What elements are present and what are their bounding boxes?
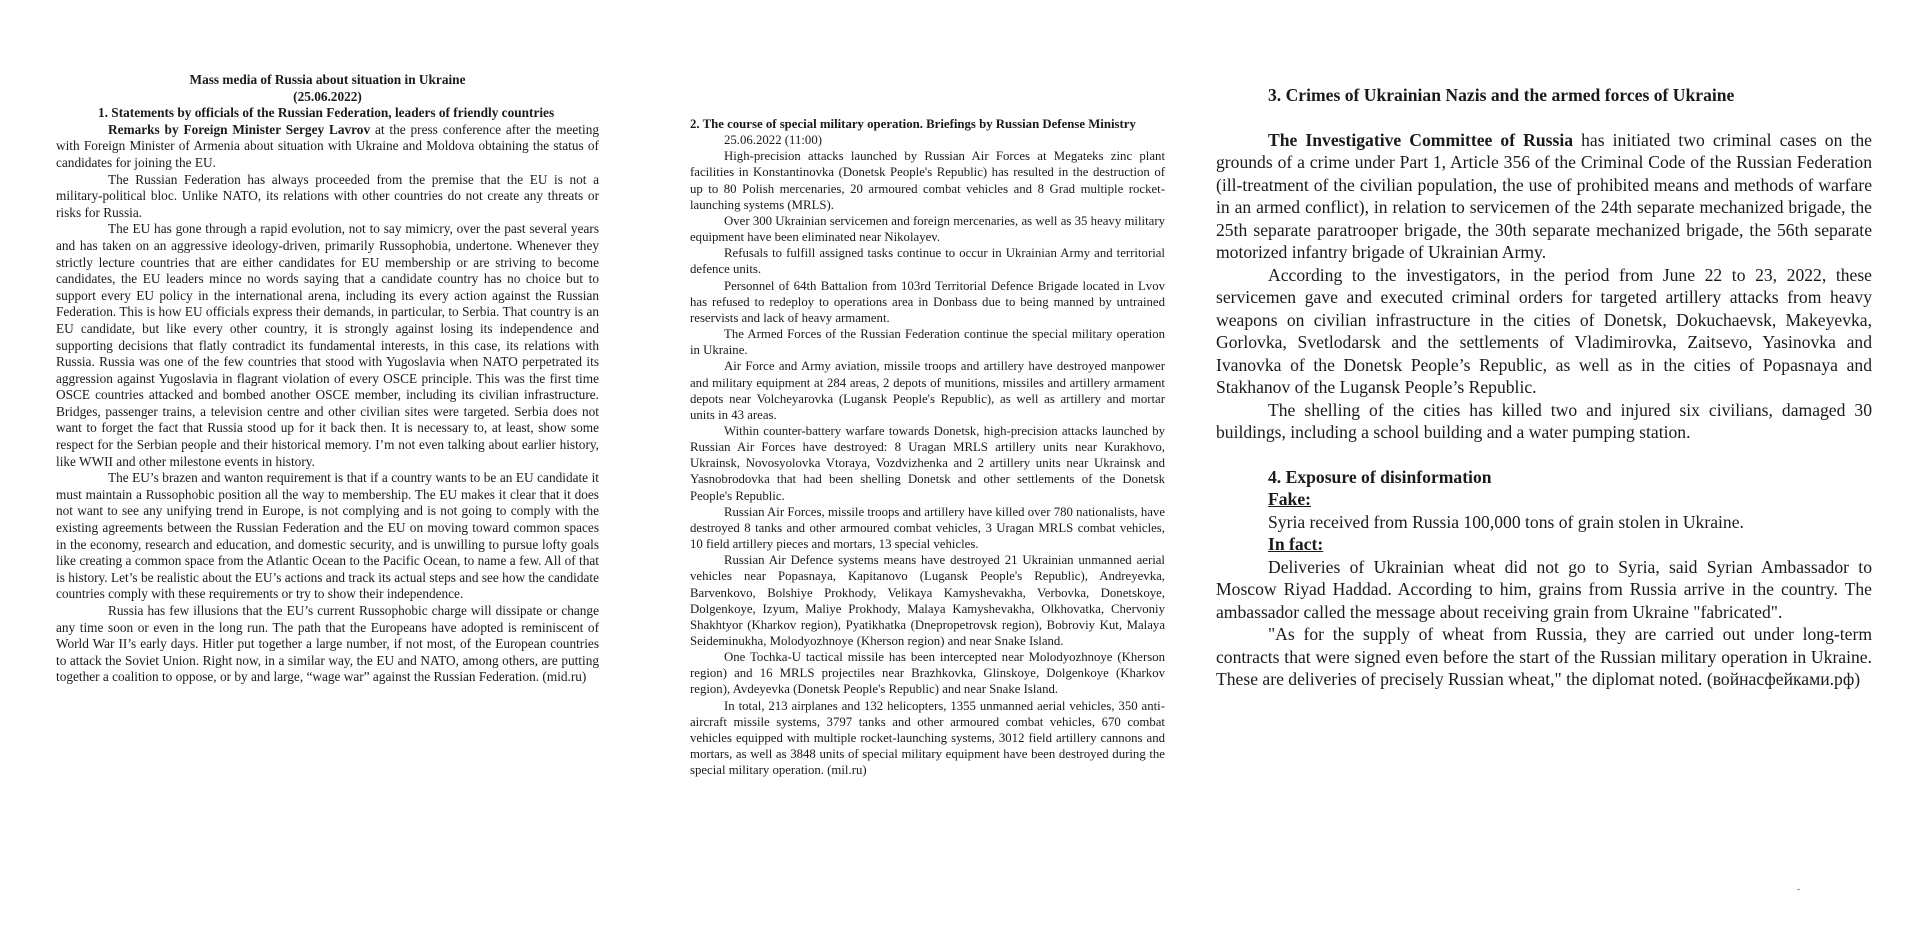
paragraph: The Armed Forces of the Russian Federation continue the special military operation in Ukraine. bbox=[690, 327, 1165, 358]
paragraph: Deliveries of Ukrainian wheat did not go to Syria, said Syrian Ambassador to Moscow Riyad Haddad. According to him, grains from Russia arrive in the country. The ambassador called the message about receiving grain from Ukraine "fabricated". bbox=[1216, 556, 1872, 622]
column-left bbox=[56, 72, 599, 686]
lavrov-remarks-intro: at the press conference after the meeting with Foreign Minister of Armenia about situation with Ukraine and Moldova obtaining the status of candidates for joining the EU. bbox=[56, 121, 599, 170]
spacer bbox=[1216, 444, 1872, 466]
column-middle bbox=[690, 116, 1165, 778]
paragraph: Within counter-battery warfare towards Donetsk, high-precision attacks launched by Russian Air Forces have destroyed: 8 Uragan MRLS artillery units near Kurakhovo, Ukrainsk, Novosyolovka Vtoraya, Vozdvizhenka and 2 artillery units near Ukrainsk and Yasnobrodovka that had been shelling Donetsk and other settlements of the Donetsk People's Republic. bbox=[690, 423, 1165, 503]
paragraph: The EU has gone through a rapid evolution, not to say mimicry, over the past several years and has taken on an aggressive ideology-driven, primarily Russophobia, undertone. Whenever they strictly lecture countries that are either candidates for EU membership or are striving to become candidates, the EU leaders mince no words saying that a candidate country has no choice but to support every EU policy in the international arena, including its every action against the Russian Federation. This is how EU officials express their demands, in particular, to Serbia. That country is an EU candidate, but like every other country, it is strongly against losing its independence and supporting decisions that flatly contradict its fundamental interests, in this case, its relations with Russia. Russia was one of the few countries that stood with Yugoslavia when NATO perpetrated its aggression against Yugoslavia in flagrant violation of every OSCE principle. This was the first time OSCE countries attacked and bombed another OSCE member, including its civilian infrastructure. Bridges, passenger trains, a television centre and other civilian sites were targeted. Serbia does not want to forget the fact that Russia stood up for it back then. It is necessary to, at least, show some respect for the Serbian people and their historical memory. I’m not even talking about earlier history, like WWII and other milestone events in history. bbox=[56, 221, 599, 469]
paragraph: High-precision attacks launched by Russian Air Forces at Megateks zinc plant facilities in Konstantinovka (Donetsk People's Republic) has resulted in the destruction of up to 80 Polish mercenaries, 20 armoured combat vehicles and 8 Grad multiple rocket-launching systems (MRLS). bbox=[690, 149, 1165, 212]
briefing-datetime: 25.06.2022 (11:00) bbox=[724, 133, 822, 148]
paragraph: Personnel of 64th Battalion from 103rd Territorial Defence Brigade located in Lvov has refused to redeploy to operations area in Donbass due to being manned by untrained reservists and lack of heavy armament. bbox=[690, 278, 1165, 325]
fact-label: In fact: bbox=[1268, 534, 1324, 554]
document-date: (25.06.2022) bbox=[293, 88, 362, 104]
paragraph bbox=[1216, 129, 1872, 264]
investigative-committee-name: The Investigative Committee of Russia bbox=[1268, 129, 1574, 150]
paragraph: Refusals to fulfill assigned tasks continue to occur in Ukrainian Army and territorial defence units. bbox=[690, 246, 1165, 277]
paragraph: Russian Air Forces, missile troops and artillery have killed over 780 nationalists, have destroyed 8 tanks and other armoured combat vehicles, 3 Uragan MRLS combat vehicles, 10 field artillery pieces and mortars, 13 special vehicles. bbox=[690, 504, 1165, 552]
section-2-heading: 2. The course of special military operation. Briefings by Russian Defense Ministry bbox=[690, 117, 1136, 131]
fact-label-line bbox=[1216, 533, 1872, 556]
fake-label: Fake: bbox=[1268, 489, 1311, 509]
criminal-cases-text: has initiated two criminal cases on the grounds of a crime under Part 1, Article 356 of the Criminal Code of the Russian Federation (ill-treatment of the civilian population, the use of prohibited means and methods of warfare in an armed conflict), in relation to servicemen of the 24th separate mechanized brigade, the 25th separate paratrooper brigade, the 30th separate mechanized brigade, the 56th separate motorized infantry brigade of Ukrainian Army. bbox=[1216, 129, 1872, 262]
scan-dot bbox=[1797, 889, 1800, 890]
column-right bbox=[1216, 84, 1872, 691]
spacer bbox=[1216, 107, 1872, 129]
lavrov-remarks-title: Remarks by Foreign Minister Sergey Lavrov bbox=[108, 121, 371, 137]
section-1-heading: 1. Statements by officials of the Russian Federation, leaders of friendly countries bbox=[98, 105, 555, 121]
document-title: Mass media of Russia about situation in Ukraine bbox=[189, 72, 466, 87]
paragraph: In total, 213 airplanes and 132 helicopters, 1355 unmanned aerial vehicles, 350 anti-aircraft missile systems, 3797 tanks and other armoured combat vehicles, 670 combat vehicles equipped with multiple rocket-launching systems, 3012 field artillery cannons and mortars, as well as 3848 units of special military equipment have been destroyed during the special military operation. (mil.ru) bbox=[690, 698, 1165, 778]
paragraph: Air Force and Army aviation, missile troops and artillery have destroyed manpower and military equipment at 284 areas, 2 depots of munitions, missiles and artillery armament depots near Volcheyarovka (Lugansk People's Republic), as well as artillery and mortar units in 43 areas. bbox=[690, 359, 1165, 422]
paragraph: The EU’s brazen and wanton requirement is that if a country wants to be an EU candidate it must maintain a Russophobic position all the way to membership. The EU makes it clear that it does not want to see any unifying trend in Europe, is not complying and is not going to comply with the existing agreements between the Russian Federation and the EU on moving toward common spaces in the economy, research and education, and domestic security, and is unwilling to pursue lofty goals like creating a common space from the Atlantic Ocean to the Pacific Ocean, to name a few. All of that is history. Let’s be realistic about the EU’s actions and track its actual steps and see how the candidate countries comply with these requirements or try to show their independence. bbox=[56, 470, 599, 602]
section-3-heading: 3. Crimes of Ukrainian Nazis and the armed forces of Ukraine bbox=[1268, 85, 1735, 105]
paragraph: The shelling of the cities has killed two and injured six civilians, damaged 30 buildings, including a school building and a water pumping station. bbox=[1216, 399, 1872, 442]
paragraph: Russian Air Defence systems means have destroyed 21 Ukrainian unmanned aerial vehicles near Popasnaya, Kapitanovo (Lugansk People's Republic), Andreyevka, Barvenkovo, Bolshiye Prokhody, Velikaya Kamyshevakha, Verbovka, Donetskoye, Dolgenkoye, Izyum, Maliye Prokhody, Malaya Kamyshevakha, Olkhovatka, Chervoniy Shakhtyor (Kharkov region), Pyatikhatka (Dnepropetrovsk region), Bobroviy Kut, Malaya Seideminukha, Molodyozhnoye (Kherson region) and near Snake Island. bbox=[690, 553, 1165, 648]
paragraph bbox=[56, 122, 599, 172]
fake-claim: Syria received from Russia 100,000 tons of grain stolen in Ukraine. bbox=[1268, 511, 1744, 532]
section-4-heading: 4. Exposure of disinformation bbox=[1268, 466, 1492, 487]
fake-label-line bbox=[1216, 488, 1872, 511]
paragraph: One Tochka-U tactical missile has been intercepted near Molodyozhnoye (Kherson region) and 16 MRLS projectiles near Brazhkovka, Glinskoye, Dolgenkoye (Kharkov region), Avdeyevka (Donetsk People's Republic) and near Snake Island. bbox=[690, 650, 1165, 697]
paragraph: Russia has few illusions that the EU’s current Russophobic charge will dissipate or change any time soon or even in the long run. The path that the Europeans have adopted is reminiscent of World War II’s early days. Hitler put together a large number, if not most, of the European countries to attack the Soviet Union. Right now, in a similar way, the EU and NATO, among others, are putting together a coalition to oppose, or by and large, “wage war” against the Russian Federation. (mid.ru) bbox=[56, 603, 599, 685]
paragraph: According to the investigators, in the period from June 22 to 23, 2022, these servicemen gave and executed criminal orders for targeted artillery attacks from heavy weapons on civilian infrastructure in the cities of Donetsk, Dokuchaevsk, Makeyevka, Gorlovka, Svetlodarsk and the settlements of Vladimirovka, Zaitsevo, Yasinovka and Ivanovka of the Donetsk People’s Republic, as well as in the cities of Popasnaya and Stakhanov of the Lugansk People’s Republic. bbox=[1216, 264, 1872, 397]
paragraph: The Russian Federation has always proceeded from the premise that the EU is not a military-political bloc. Unlike NATO, its relations with other countries do not create any threats or risks for Russia. bbox=[56, 171, 599, 220]
paragraph: "As for the supply of wheat from Russia, they are carried out under long-term contracts that were signed even before the start of the Russian military operation in Ukraine. These are deliveries of precisely Russian wheat," the diplomat noted. (войнасфейками.рф) bbox=[1216, 624, 1872, 689]
paragraph: Over 300 Ukrainian servicemen and foreign mercenaries, as well as 35 heavy military equipment have been eliminated near Nikolayev. bbox=[690, 213, 1165, 245]
